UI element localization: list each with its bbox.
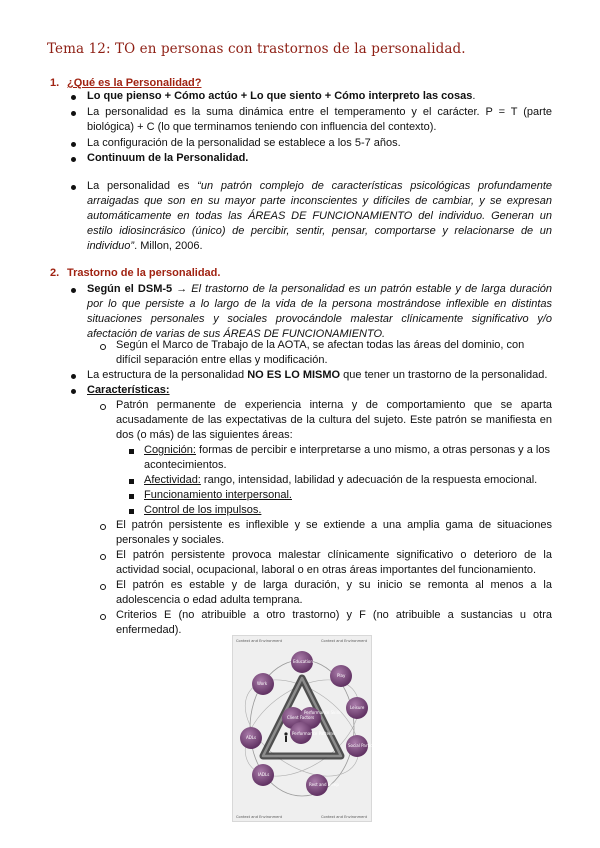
svg-text:Play: Play — [337, 673, 346, 678]
circle-bullet-icon — [100, 554, 106, 560]
square-bullet-icon — [129, 479, 134, 484]
section-number: 2. — [50, 267, 60, 279]
bullet-icon — [71, 185, 76, 190]
personality-formula: Lo que pienso + Cómo actúo + Lo que siento + Cómo interpreto las cosas. — [87, 90, 476, 102]
corner-label-bl: Context and Environment — [236, 815, 283, 819]
node-work — [252, 673, 274, 695]
circle-bullet-icon — [100, 614, 106, 620]
node-adls — [240, 727, 262, 749]
pattern-description: Patrón permanente de experiencia interna y de comportamiento que se aparta acusadamente de las expectativas de la cultura del sujeto. Este patrón se manifiesta en dos (o más) de las siguientes áreas: — [116, 399, 552, 441]
circle-bullet-icon — [100, 584, 106, 590]
bullet-icon — [71, 157, 76, 162]
circle-bullet-icon — [100, 344, 106, 350]
corner-label-br: Context and Environment — [321, 815, 368, 819]
svg-text:Work: Work — [257, 681, 268, 686]
stable-pattern: El patrón es estable y de larga duración, y su inicio se remonta al menos a la adolescencia o edad adulta temprana. — [116, 579, 552, 606]
area-impulse-control: Control de los impulsos. — [144, 504, 262, 516]
center-performance-skills: Performance Skills — [304, 710, 341, 715]
aota-domain-diagram — [232, 635, 387, 822]
circle-bullet-icon — [100, 404, 106, 410]
bullet-icon — [71, 288, 76, 293]
section-title: Trastorno de la personalidad. — [67, 267, 221, 279]
bullet-icon — [71, 95, 76, 100]
center-client-factors: Client Factors — [287, 715, 315, 720]
bullet-icon — [71, 389, 76, 394]
section-2-heading — [50, 266, 220, 281]
square-bullet-icon — [129, 449, 134, 454]
bullet-icon — [71, 111, 76, 116]
svg-text:Leisure: Leisure — [350, 705, 365, 710]
dsm5-definition: Según el DSM-5 → El trastorno de la personalidad es un patrón estable y de larga duración por lo que persiste a lo largo de la vida de la persona mostrándose inflexible en distintas situaciones personales y sociales provocándole malestar clínicamente significativo y/o afectación de varias de sus ÁREAS DE FUNCIONAMIENTO. — [87, 283, 552, 340]
inflexible-pattern: El patrón persistente es inflexible y se extiende a una amplia gama de situaciones personales y sociales. — [116, 519, 552, 546]
svg-text:IADLs: IADLs — [258, 772, 270, 777]
center-performance-patterns: Performance Patterns — [292, 731, 336, 736]
node-iadls — [252, 764, 274, 786]
corner-label-tl: Context and Environment — [236, 639, 283, 643]
square-bullet-icon — [129, 509, 134, 514]
section-number: 1. — [50, 77, 60, 89]
square-bullet-icon — [129, 494, 134, 499]
area-affectivity: Afectividad: rango, intensidad, labilidad y adecuación de la respuesta emocional. — [144, 474, 538, 486]
node-leisure — [346, 697, 368, 719]
svg-text:Education: Education — [293, 659, 313, 664]
personality-continuum: Continuum de la Personalidad. — [87, 152, 249, 164]
section-title: ¿Qué es la Personalidad? — [67, 77, 202, 89]
circle-bullet-icon — [100, 524, 106, 530]
svg-text:Social Participation: Social Participation — [348, 743, 387, 748]
aota-note: Según el Marco de Trabajo de la AOTA, se afectan todas las áreas del dominio, con difícil separación entre ellas y modificación. — [116, 339, 525, 366]
personality-configuration: La configuración de la personalidad se establece a los 5-7 años. — [87, 137, 401, 149]
area-interpersonal: Funcionamiento interpersonal. — [144, 489, 292, 501]
svg-text:ADLs: ADLs — [246, 735, 257, 740]
corner-label-tr: Context and Environment — [321, 639, 368, 643]
millon-quote: La personalidad es “un patrón complejo de características psicológicas profundamente arraigadas que son en su mayor parte inconscientes y difíciles de cambiar, y se expresan automáticamente en todas las ÁREAS DE FUNCIONAMIENTO del individuo. Generan un estilo idiosincrásico (único) de percibir, sentir, pensar, comportarse y relacionarse de un individuo”. Millon, 2006. — [87, 180, 552, 252]
bullet-icon — [71, 374, 76, 379]
svg-text:Rest and Sleep: Rest and Sleep — [309, 782, 339, 787]
bullet-icon — [71, 142, 76, 147]
node-play — [330, 665, 352, 687]
personality-definition: La personalidad es la suma dinámica entre el temperamento y el carácter. P = T (parte biológica) + C (lo que terminamos teniendo con influencia del contexto). — [87, 106, 552, 133]
diagram-svg — [233, 636, 387, 821]
criteria-e-f: Criterios E (no atribuible a otro trastorno) y F (no atribuible a sustancias u otra enfermedad). — [116, 609, 552, 636]
page-title: Tema 12: TO en personas con trastornos de la personalidad. — [47, 41, 466, 57]
area-cognition: Cognición: formas de percibir e interpretarse a uno mismo, a otras personas y a los acontecimientos. — [144, 444, 550, 471]
structure-note: La estructura de la personalidad NO ES LO MISMO que tener un trastorno de la personalidad. — [87, 369, 548, 381]
distress-pattern: El patrón persistente provoca malestar clínicamente significativo o deterioro de la actividad social, ocupacional, laboral o en otras áreas importantes del funcionamiento. — [116, 549, 552, 576]
characteristics-heading: Características: — [87, 384, 170, 396]
